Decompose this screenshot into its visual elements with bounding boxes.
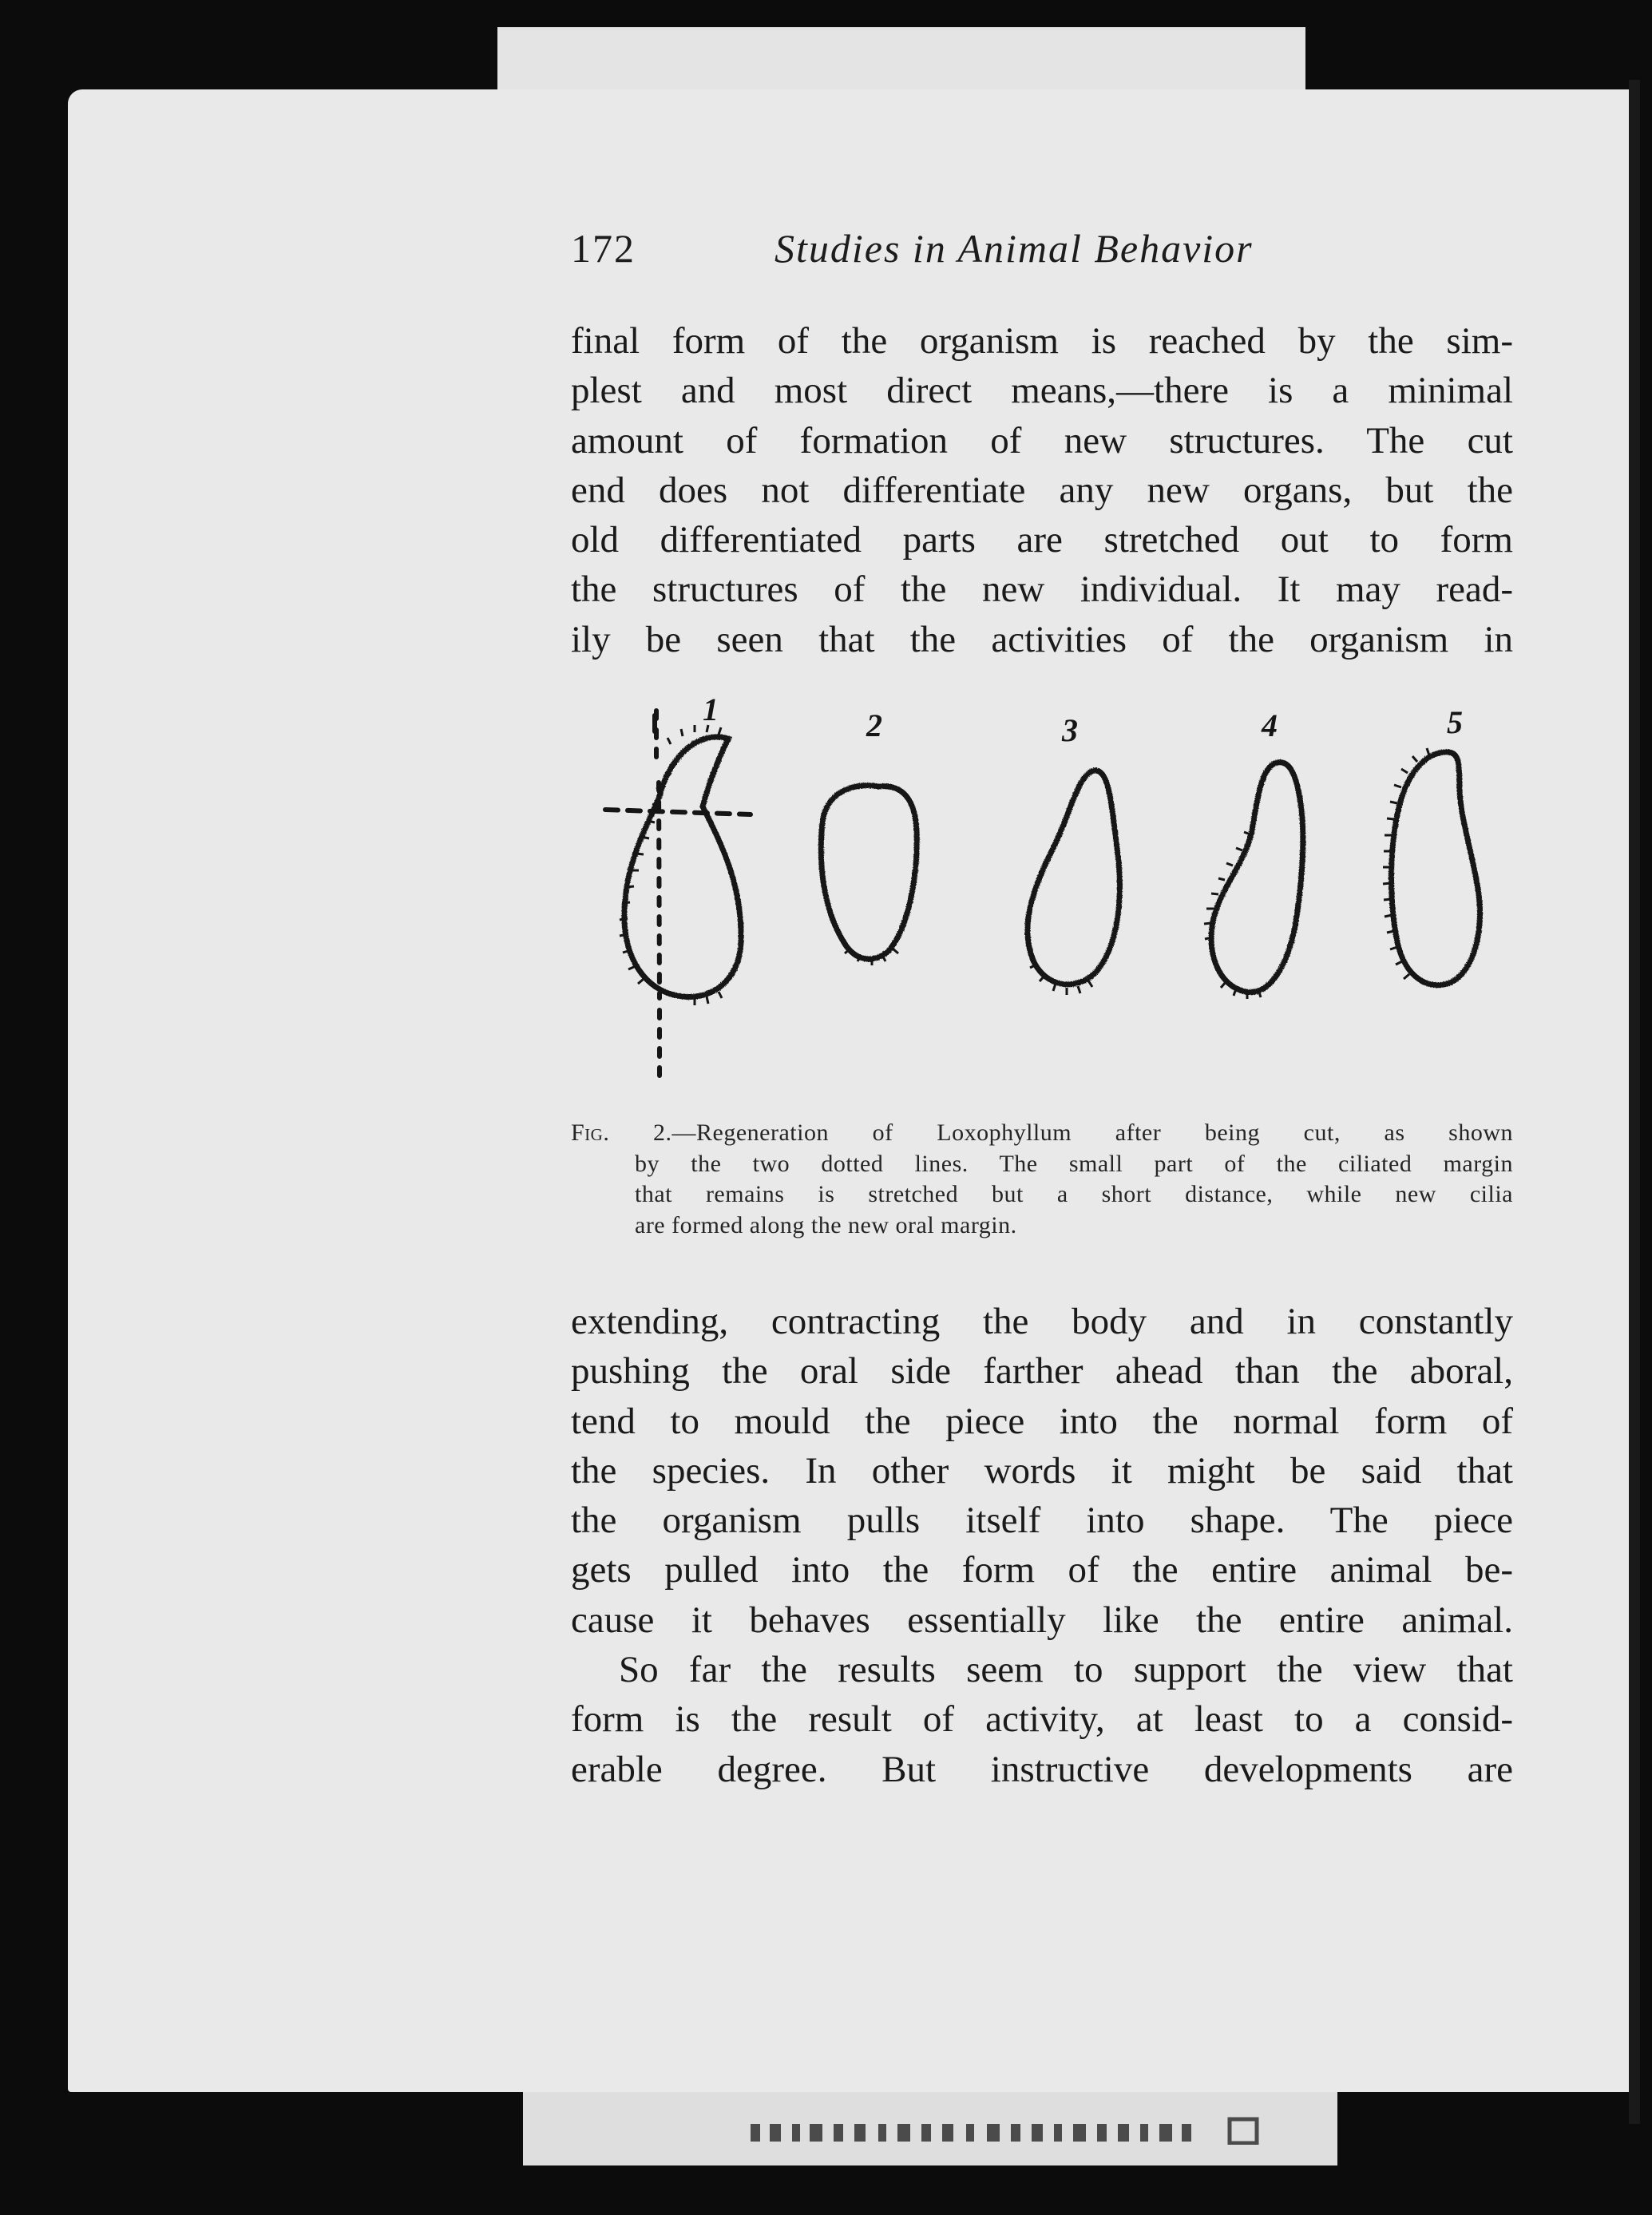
- text-line: cause it behaves essentially like the entire animal.: [571, 1599, 1513, 1641]
- scan-strip-top: [497, 27, 1305, 89]
- text-line: erable degree. But instructive developments are: [571, 1748, 1513, 1790]
- text-line: form is the result of activity, at least to a consid-: [571, 1698, 1513, 1741]
- body-text-top: [571, 316, 1513, 664]
- text-line: final form of the organism is reached by the sim-: [571, 320, 1513, 362]
- figure-label-2: 2: [866, 707, 882, 743]
- figure-label-3: 3: [1062, 712, 1078, 748]
- caption-line: [571, 1118, 1513, 1149]
- caption-line: by the two dotted lines. The small part of the ciliated margin: [635, 1150, 1513, 1177]
- text-line: plest and most direct means,—there is a minimal: [571, 370, 1513, 412]
- text-line: So far the results seem to support the view that: [619, 1649, 1513, 1691]
- caption-line: that remains is stretched but a short distance, while new cilia: [635, 1181, 1513, 1207]
- stage-1-outline: [624, 737, 741, 997]
- text-line: gets pulled into the form of the entire animal be-: [571, 1549, 1513, 1591]
- stage-3-outline: [1028, 771, 1120, 985]
- text-line: tend to mould the piece into the normal form of: [571, 1400, 1513, 1442]
- body-text-bottom: [571, 1297, 1513, 1794]
- figure-caption: [571, 1118, 1513, 1241]
- text-line: old differentiated parts are stretched out to form: [571, 519, 1513, 561]
- restricted-use-stamp-mirrored: [751, 2113, 1262, 2145]
- figure-label-4: 4: [1262, 707, 1278, 743]
- text-line: pushing the oral side farther ahead than the aboral,: [571, 1350, 1513, 1393]
- text-line: ily be seen that the activities of the organism in: [571, 618, 1513, 660]
- caption-fig-label: Fig. 2.: [571, 1119, 672, 1146]
- page-number: 172: [571, 226, 636, 271]
- caption-text: —Regeneration of Loxophyllum after being cut, as shown: [671, 1119, 1513, 1146]
- text-line: the organism pulls itself into shape. The piece: [571, 1500, 1513, 1542]
- page-header: [571, 225, 1513, 281]
- stage-5-outline: [1392, 752, 1480, 985]
- figure-label-5: 5: [1447, 704, 1463, 740]
- text-line: the structures of the new individual. It may read-: [571, 569, 1513, 611]
- stage-4-outline: [1211, 763, 1303, 993]
- caption-line: are formed along the new oral margin.: [635, 1211, 1017, 1238]
- text-line: the species. In other words it might be said that: [571, 1449, 1513, 1492]
- figure-2-loxophyllum-regeneration: [583, 695, 1517, 1110]
- stage-2-outline: [821, 786, 917, 959]
- running-title: Studies in Animal Behavior: [774, 226, 1254, 271]
- text-line: amount of formation of new structures. The cut: [571, 419, 1513, 462]
- text-line: end does not differentiate any new organs, but the: [571, 469, 1513, 511]
- figure-label-1: 1: [703, 695, 719, 727]
- page-edge-shadow: [1629, 80, 1640, 2124]
- text-line: extending, contracting the body and in constantly: [571, 1301, 1513, 1342]
